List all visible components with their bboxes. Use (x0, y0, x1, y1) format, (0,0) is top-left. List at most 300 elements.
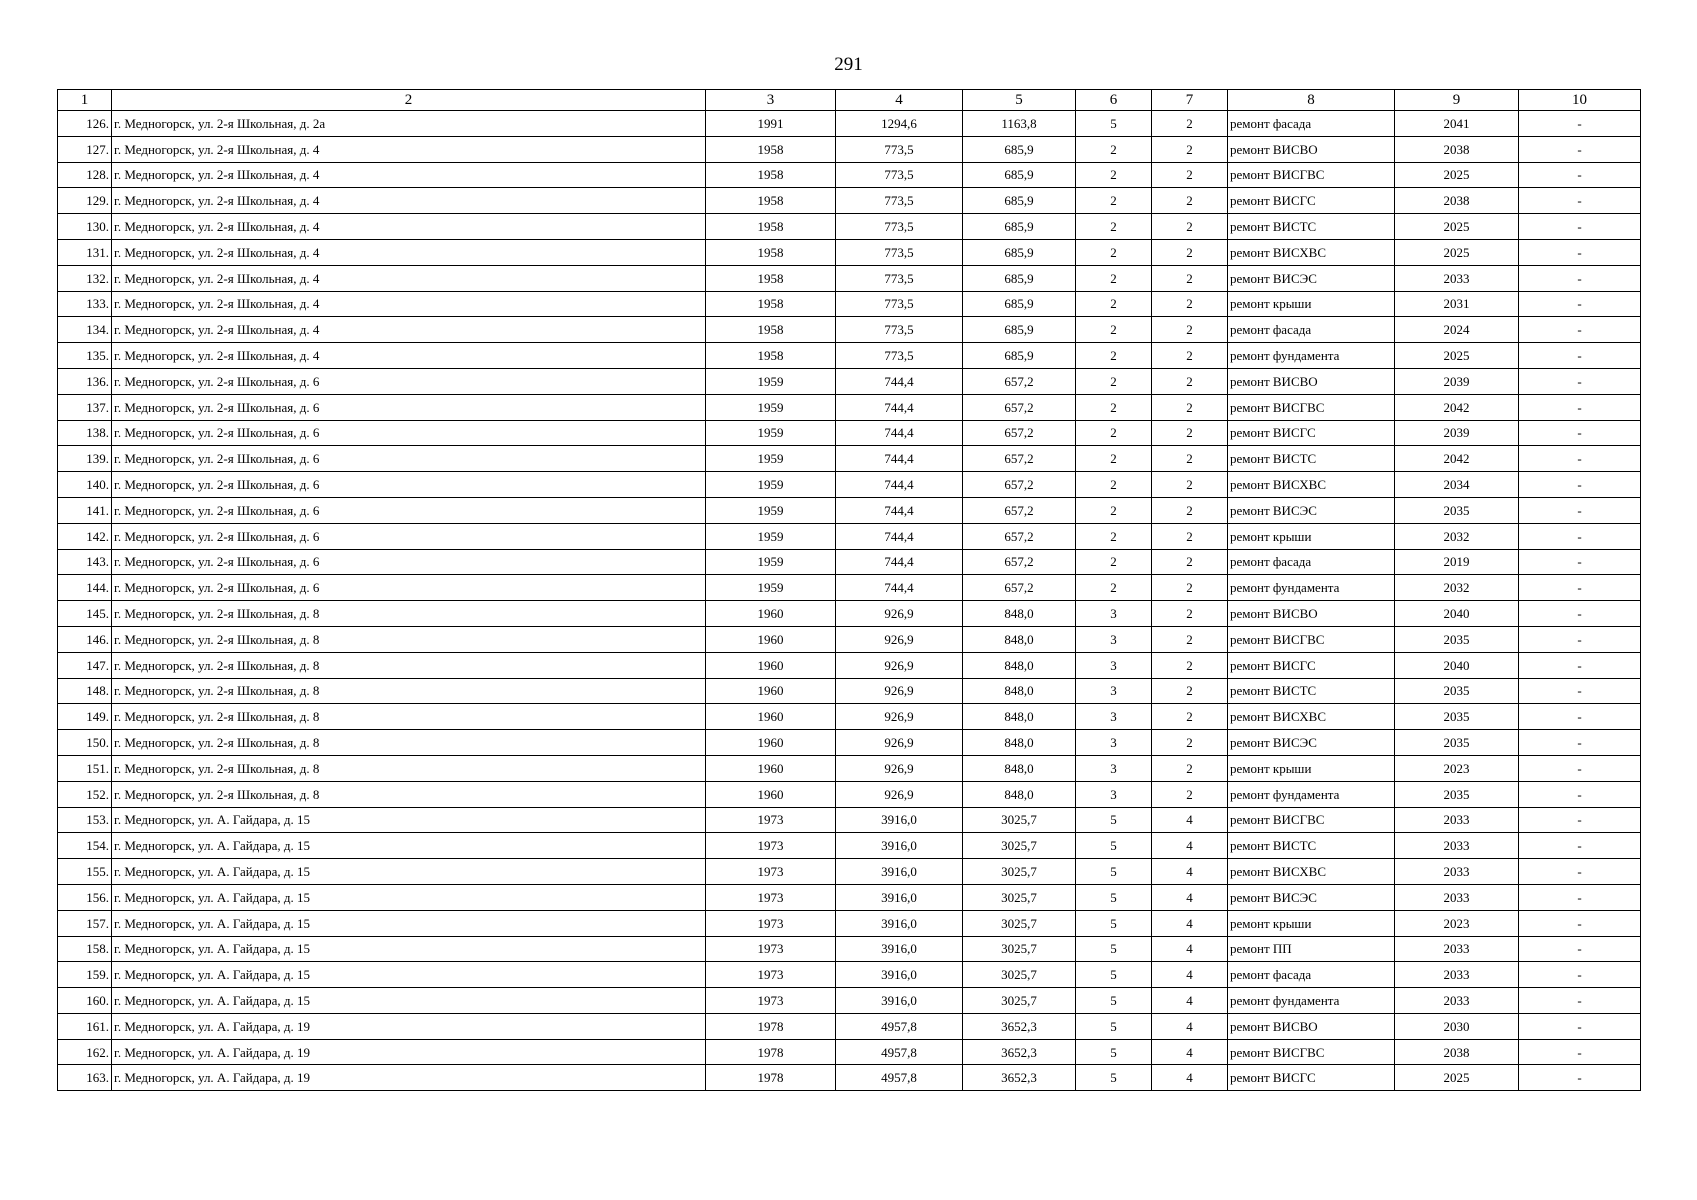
entrances-cell: 4 (1152, 833, 1228, 859)
year-cell: 1973 (706, 936, 836, 962)
column-header: 2 (112, 90, 706, 111)
planned-year-cell: 2025 (1395, 1065, 1519, 1091)
table-row (58, 884, 1641, 910)
planned-year-cell: 2035 (1395, 781, 1519, 807)
note-cell: - (1519, 420, 1641, 446)
table-row (58, 859, 1641, 885)
year-cell: 1958 (706, 214, 836, 240)
table-row (58, 755, 1641, 781)
year-cell: 1958 (706, 265, 836, 291)
entrances-cell: 2 (1152, 394, 1228, 420)
planned-year-cell: 2039 (1395, 368, 1519, 394)
row-number-cell: 138. (58, 420, 112, 446)
row-number-cell: 162. (58, 1039, 112, 1065)
living-area-cell: 3652,3 (963, 1039, 1076, 1065)
table-row (58, 136, 1641, 162)
table-row (58, 1039, 1641, 1065)
address-cell: г. Медногорск, ул. А. Гайдара, д. 19 (112, 1065, 706, 1091)
living-area-cell: 3025,7 (963, 807, 1076, 833)
floors-cell: 5 (1076, 936, 1152, 962)
note-cell: - (1519, 239, 1641, 265)
note-cell: - (1519, 936, 1641, 962)
row-number-cell: 143. (58, 549, 112, 575)
planned-year-cell: 2033 (1395, 962, 1519, 988)
living-area-cell: 685,9 (963, 291, 1076, 317)
note-cell: - (1519, 394, 1641, 420)
living-area-cell: 657,2 (963, 472, 1076, 498)
planned-year-cell: 2033 (1395, 833, 1519, 859)
planned-year-cell: 2033 (1395, 807, 1519, 833)
living-area-cell: 685,9 (963, 343, 1076, 369)
planned-year-cell: 2033 (1395, 988, 1519, 1014)
address-cell: г. Медногорск, ул. 2-я Школьная, д. 6 (112, 497, 706, 523)
entrances-cell: 2 (1152, 755, 1228, 781)
entrances-cell: 4 (1152, 962, 1228, 988)
entrances-cell: 4 (1152, 936, 1228, 962)
work-type-cell: ремонт ВИСХВС (1228, 472, 1395, 498)
table-row (58, 549, 1641, 575)
floors-cell: 5 (1076, 884, 1152, 910)
entrances-cell: 2 (1152, 265, 1228, 291)
living-area-cell: 3025,7 (963, 988, 1076, 1014)
entrances-cell: 2 (1152, 420, 1228, 446)
total-area-cell: 926,9 (836, 781, 963, 807)
row-number-cell: 163. (58, 1065, 112, 1091)
row-number-cell: 151. (58, 755, 112, 781)
year-cell: 1958 (706, 136, 836, 162)
address-cell: г. Медногорск, ул. 2-я Школьная, д. 6 (112, 472, 706, 498)
year-cell: 1960 (706, 704, 836, 730)
entrances-cell: 2 (1152, 704, 1228, 730)
address-cell: г. Медногорск, ул. А. Гайдара, д. 15 (112, 807, 706, 833)
note-cell: - (1519, 111, 1641, 137)
row-number-cell: 158. (58, 936, 112, 962)
total-area-cell: 926,9 (836, 601, 963, 627)
note-cell: - (1519, 368, 1641, 394)
page-number: 291 (834, 54, 863, 75)
living-area-cell: 657,2 (963, 446, 1076, 472)
planned-year-cell: 2035 (1395, 678, 1519, 704)
table-row (58, 394, 1641, 420)
floors-cell: 3 (1076, 730, 1152, 756)
row-number-cell: 136. (58, 368, 112, 394)
note-cell: - (1519, 988, 1641, 1014)
planned-year-cell: 2035 (1395, 730, 1519, 756)
planned-year-cell: 2033 (1395, 265, 1519, 291)
living-area-cell: 848,0 (963, 704, 1076, 730)
floors-cell: 5 (1076, 962, 1152, 988)
entrances-cell: 2 (1152, 549, 1228, 575)
living-area-cell: 657,2 (963, 575, 1076, 601)
address-cell: г. Медногорск, ул. 2-я Школьная, д. 4 (112, 162, 706, 188)
note-cell: - (1519, 472, 1641, 498)
living-area-cell: 848,0 (963, 652, 1076, 678)
row-number-cell: 146. (58, 626, 112, 652)
planned-year-cell: 2038 (1395, 188, 1519, 214)
year-cell: 1958 (706, 188, 836, 214)
floors-cell: 2 (1076, 394, 1152, 420)
total-area-cell: 744,4 (836, 394, 963, 420)
address-cell: г. Медногорск, ул. А. Гайдара, д. 15 (112, 936, 706, 962)
entrances-cell: 2 (1152, 291, 1228, 317)
year-cell: 1991 (706, 111, 836, 137)
entrances-cell: 2 (1152, 730, 1228, 756)
floors-cell: 2 (1076, 317, 1152, 343)
floors-cell: 5 (1076, 111, 1152, 137)
table-row (58, 652, 1641, 678)
note-cell: - (1519, 678, 1641, 704)
living-area-cell: 685,9 (963, 239, 1076, 265)
note-cell: - (1519, 1065, 1641, 1091)
work-type-cell: ремонт ВИСХВС (1228, 859, 1395, 885)
living-area-cell: 685,9 (963, 136, 1076, 162)
total-area-cell: 744,4 (836, 472, 963, 498)
entrances-cell: 2 (1152, 136, 1228, 162)
address-cell: г. Медногорск, ул. 2-я Школьная, д. 8 (112, 601, 706, 627)
year-cell: 1959 (706, 523, 836, 549)
total-area-cell: 4957,8 (836, 1039, 963, 1065)
living-area-cell: 657,2 (963, 420, 1076, 446)
living-area-cell: 3025,7 (963, 884, 1076, 910)
note-cell: - (1519, 291, 1641, 317)
note-cell: - (1519, 214, 1641, 240)
note-cell: - (1519, 1013, 1641, 1039)
year-cell: 1959 (706, 549, 836, 575)
work-type-cell: ремонт крыши (1228, 910, 1395, 936)
total-area-cell: 3916,0 (836, 910, 963, 936)
work-type-cell: ремонт ВИСГС (1228, 652, 1395, 678)
work-type-cell: ремонт ВИСГВС (1228, 394, 1395, 420)
address-cell: г. Медногорск, ул. 2-я Школьная, д. 8 (112, 652, 706, 678)
planned-year-cell: 2033 (1395, 884, 1519, 910)
note-cell: - (1519, 343, 1641, 369)
note-cell: - (1519, 162, 1641, 188)
work-type-cell: ремонт ВИСГС (1228, 188, 1395, 214)
row-number-cell: 155. (58, 859, 112, 885)
entrances-cell: 4 (1152, 859, 1228, 885)
living-area-cell: 3025,7 (963, 833, 1076, 859)
total-area-cell: 773,5 (836, 188, 963, 214)
row-number-cell: 139. (58, 446, 112, 472)
year-cell: 1960 (706, 601, 836, 627)
floors-cell: 5 (1076, 833, 1152, 859)
total-area-cell: 3916,0 (836, 884, 963, 910)
address-cell: г. Медногорск, ул. А. Гайдара, д. 15 (112, 859, 706, 885)
total-area-cell: 3916,0 (836, 962, 963, 988)
floors-cell: 5 (1076, 910, 1152, 936)
row-number-cell: 145. (58, 601, 112, 627)
entrances-cell: 2 (1152, 575, 1228, 601)
floors-cell: 5 (1076, 859, 1152, 885)
planned-year-cell: 2042 (1395, 446, 1519, 472)
row-number-cell: 135. (58, 343, 112, 369)
address-cell: г. Медногорск, ул. 2-я Школьная, д. 2а (112, 111, 706, 137)
entrances-cell: 2 (1152, 188, 1228, 214)
address-cell: г. Медногорск, ул. А. Гайдара, д. 15 (112, 884, 706, 910)
note-cell: - (1519, 833, 1641, 859)
table-row (58, 162, 1641, 188)
floors-cell: 2 (1076, 497, 1152, 523)
living-area-cell: 848,0 (963, 781, 1076, 807)
table-row (58, 575, 1641, 601)
note-cell: - (1519, 910, 1641, 936)
column-header: 1 (58, 90, 112, 111)
planned-year-cell: 2025 (1395, 214, 1519, 240)
floors-cell: 5 (1076, 988, 1152, 1014)
year-cell: 1973 (706, 910, 836, 936)
living-area-cell: 3025,7 (963, 910, 1076, 936)
row-number-cell: 137. (58, 394, 112, 420)
address-cell: г. Медногорск, ул. 2-я Школьная, д. 6 (112, 368, 706, 394)
total-area-cell: 773,5 (836, 343, 963, 369)
year-cell: 1960 (706, 678, 836, 704)
row-number-cell: 153. (58, 807, 112, 833)
work-type-cell: ремонт ВИСГВС (1228, 162, 1395, 188)
year-cell: 1973 (706, 833, 836, 859)
work-type-cell: ремонт крыши (1228, 291, 1395, 317)
table-row (58, 833, 1641, 859)
address-cell: г. Медногорск, ул. А. Гайдара, д. 15 (112, 833, 706, 859)
table-row (58, 368, 1641, 394)
address-cell: г. Медногорск, ул. А. Гайдара, д. 15 (112, 910, 706, 936)
floors-cell: 2 (1076, 446, 1152, 472)
year-cell: 1959 (706, 420, 836, 446)
note-cell: - (1519, 781, 1641, 807)
table-row (58, 1013, 1641, 1039)
total-area-cell: 926,9 (836, 652, 963, 678)
living-area-cell: 848,0 (963, 601, 1076, 627)
row-number-cell: 133. (58, 291, 112, 317)
address-cell: г. Медногорск, ул. 2-я Школьная, д. 4 (112, 214, 706, 240)
total-area-cell: 744,4 (836, 575, 963, 601)
total-area-cell: 773,5 (836, 239, 963, 265)
total-area-cell: 744,4 (836, 523, 963, 549)
total-area-cell: 744,4 (836, 368, 963, 394)
floors-cell: 2 (1076, 368, 1152, 394)
address-cell: г. Медногорск, ул. 2-я Школьная, д. 6 (112, 523, 706, 549)
entrances-cell: 2 (1152, 317, 1228, 343)
row-number-cell: 134. (58, 317, 112, 343)
row-number-cell: 149. (58, 704, 112, 730)
total-area-cell: 926,9 (836, 730, 963, 756)
work-type-cell: ремонт ВИСВО (1228, 601, 1395, 627)
row-number-cell: 127. (58, 136, 112, 162)
entrances-cell: 4 (1152, 988, 1228, 1014)
planned-year-cell: 2024 (1395, 317, 1519, 343)
total-area-cell: 773,5 (836, 317, 963, 343)
table-row (58, 239, 1641, 265)
planned-year-cell: 2038 (1395, 1039, 1519, 1065)
floors-cell: 3 (1076, 678, 1152, 704)
work-type-cell: ремонт ВИСТС (1228, 678, 1395, 704)
year-cell: 1978 (706, 1039, 836, 1065)
entrances-cell: 2 (1152, 678, 1228, 704)
address-cell: г. Медногорск, ул. 2-я Школьная, д. 4 (112, 291, 706, 317)
work-type-cell: ремонт ВИСЭС (1228, 265, 1395, 291)
entrances-cell: 2 (1152, 626, 1228, 652)
row-number-cell: 131. (58, 239, 112, 265)
row-number-cell: 140. (58, 472, 112, 498)
note-cell: - (1519, 730, 1641, 756)
note-cell: - (1519, 497, 1641, 523)
living-area-cell: 848,0 (963, 730, 1076, 756)
floors-cell: 2 (1076, 420, 1152, 446)
year-cell: 1960 (706, 781, 836, 807)
address-cell: г. Медногорск, ул. 2-я Школьная, д. 4 (112, 317, 706, 343)
living-area-cell: 3025,7 (963, 962, 1076, 988)
column-header: 4 (836, 90, 963, 111)
year-cell: 1959 (706, 497, 836, 523)
planned-year-cell: 2038 (1395, 136, 1519, 162)
address-cell: г. Медногорск, ул. 2-я Школьная, д. 4 (112, 239, 706, 265)
entrances-cell: 4 (1152, 884, 1228, 910)
living-area-cell: 3652,3 (963, 1013, 1076, 1039)
row-number-cell: 154. (58, 833, 112, 859)
table-row (58, 111, 1641, 137)
floors-cell: 2 (1076, 214, 1152, 240)
entrances-cell: 2 (1152, 343, 1228, 369)
note-cell: - (1519, 136, 1641, 162)
entrances-cell: 2 (1152, 446, 1228, 472)
planned-year-cell: 2019 (1395, 549, 1519, 575)
note-cell: - (1519, 188, 1641, 214)
work-type-cell: ремонт крыши (1228, 755, 1395, 781)
address-cell: г. Медногорск, ул. 2-я Школьная, д. 6 (112, 575, 706, 601)
table-row (58, 317, 1641, 343)
table-row (58, 472, 1641, 498)
year-cell: 1958 (706, 239, 836, 265)
note-cell: - (1519, 962, 1641, 988)
living-area-cell: 3652,3 (963, 1065, 1076, 1091)
total-area-cell: 744,4 (836, 420, 963, 446)
entrances-cell: 2 (1152, 368, 1228, 394)
table-row (58, 601, 1641, 627)
work-type-cell: ремонт ВИСТС (1228, 214, 1395, 240)
floors-cell: 2 (1076, 162, 1152, 188)
floors-cell: 3 (1076, 626, 1152, 652)
row-number-cell: 144. (58, 575, 112, 601)
total-area-cell: 1294,6 (836, 111, 963, 137)
total-area-cell: 773,5 (836, 214, 963, 240)
address-cell: г. Медногорск, ул. А. Гайдара, д. 15 (112, 962, 706, 988)
entrances-cell: 2 (1152, 523, 1228, 549)
work-type-cell: ремонт фундамента (1228, 343, 1395, 369)
table-row (58, 988, 1641, 1014)
note-cell: - (1519, 317, 1641, 343)
table-row (58, 343, 1641, 369)
table-row (58, 420, 1641, 446)
column-header: 8 (1228, 90, 1395, 111)
table-row (58, 523, 1641, 549)
work-type-cell: ремонт ВИСВО (1228, 1013, 1395, 1039)
row-number-cell: 129. (58, 188, 112, 214)
living-area-cell: 657,2 (963, 394, 1076, 420)
year-cell: 1959 (706, 446, 836, 472)
floors-cell: 3 (1076, 704, 1152, 730)
table-row (58, 807, 1641, 833)
floors-cell: 2 (1076, 136, 1152, 162)
address-cell: г. Медногорск, ул. 2-я Школьная, д. 8 (112, 704, 706, 730)
work-type-cell: ремонт фундамента (1228, 575, 1395, 601)
row-number-cell: 132. (58, 265, 112, 291)
planned-year-cell: 2023 (1395, 755, 1519, 781)
table-row (58, 962, 1641, 988)
year-cell: 1960 (706, 652, 836, 678)
row-number-cell: 141. (58, 497, 112, 523)
floors-cell: 5 (1076, 807, 1152, 833)
year-cell: 1958 (706, 291, 836, 317)
living-area-cell: 3025,7 (963, 936, 1076, 962)
work-type-cell: ремонт ПП (1228, 936, 1395, 962)
work-type-cell: ремонт ВИСХВС (1228, 239, 1395, 265)
year-cell: 1973 (706, 807, 836, 833)
entrances-cell: 4 (1152, 910, 1228, 936)
planned-year-cell: 2023 (1395, 910, 1519, 936)
living-area-cell: 848,0 (963, 678, 1076, 704)
total-area-cell: 3916,0 (836, 833, 963, 859)
note-cell: - (1519, 626, 1641, 652)
total-area-cell: 3916,0 (836, 988, 963, 1014)
address-cell: г. Медногорск, ул. 2-я Школьная, д. 4 (112, 136, 706, 162)
living-area-cell: 685,9 (963, 265, 1076, 291)
planned-year-cell: 2039 (1395, 420, 1519, 446)
address-cell: г. Медногорск, ул. 2-я Школьная, д. 8 (112, 626, 706, 652)
planned-year-cell: 2040 (1395, 601, 1519, 627)
work-type-cell: ремонт ВИСЭС (1228, 884, 1395, 910)
address-cell: г. Медногорск, ул. 2-я Школьная, д. 8 (112, 730, 706, 756)
column-header: 5 (963, 90, 1076, 111)
column-header: 10 (1519, 90, 1641, 111)
note-cell: - (1519, 446, 1641, 472)
row-number-cell: 128. (58, 162, 112, 188)
work-type-cell: ремонт ВИСГВС (1228, 807, 1395, 833)
work-type-cell: ремонт фасада (1228, 111, 1395, 137)
entrances-cell: 2 (1152, 239, 1228, 265)
table-row (58, 781, 1641, 807)
table-row (58, 910, 1641, 936)
table-row (58, 626, 1641, 652)
note-cell: - (1519, 1039, 1641, 1065)
entrances-cell: 4 (1152, 1065, 1228, 1091)
table-row (58, 214, 1641, 240)
total-area-cell: 773,5 (836, 291, 963, 317)
floors-cell: 5 (1076, 1039, 1152, 1065)
table-row (58, 678, 1641, 704)
header-row (58, 90, 1641, 111)
living-area-cell: 657,2 (963, 497, 1076, 523)
address-cell: г. Медногорск, ул. А. Гайдара, д. 19 (112, 1039, 706, 1065)
table-row (58, 188, 1641, 214)
entrances-cell: 2 (1152, 601, 1228, 627)
living-area-cell: 657,2 (963, 549, 1076, 575)
address-cell: г. Медногорск, ул. 2-я Школьная, д. 8 (112, 678, 706, 704)
address-cell: г. Медногорск, ул. 2-я Школьная, д. 4 (112, 188, 706, 214)
planned-year-cell: 2035 (1395, 704, 1519, 730)
year-cell: 1973 (706, 859, 836, 885)
year-cell: 1960 (706, 626, 836, 652)
total-area-cell: 926,9 (836, 755, 963, 781)
living-area-cell: 848,0 (963, 626, 1076, 652)
entrances-cell: 2 (1152, 652, 1228, 678)
address-cell: г. Медногорск, ул. 2-я Школьная, д. 6 (112, 549, 706, 575)
floors-cell: 5 (1076, 1013, 1152, 1039)
planned-year-cell: 2025 (1395, 239, 1519, 265)
note-cell: - (1519, 652, 1641, 678)
table-row (58, 1065, 1641, 1091)
entrances-cell: 2 (1152, 781, 1228, 807)
floors-cell: 2 (1076, 575, 1152, 601)
living-area-cell: 3025,7 (963, 859, 1076, 885)
